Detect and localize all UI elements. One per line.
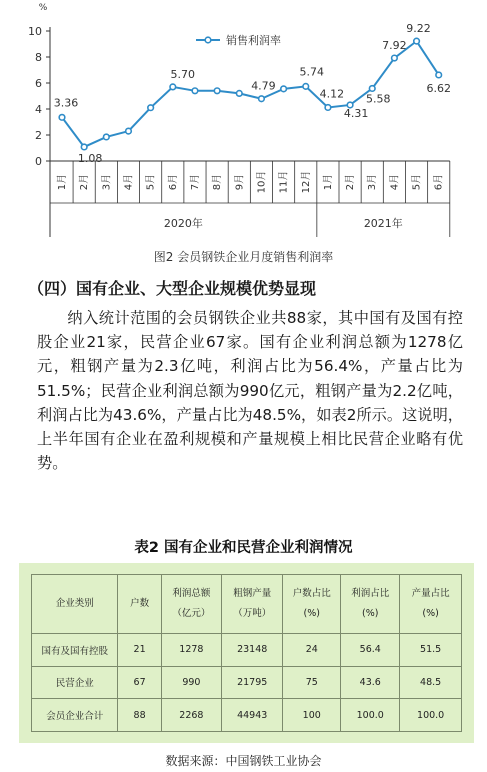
- table-row: [32, 634, 462, 667]
- data-point: [104, 134, 110, 140]
- table-cell: 44943: [222, 699, 283, 732]
- table-row: [32, 699, 462, 732]
- table-title: 表2 国有企业和民营企业利润情况: [134, 540, 353, 556]
- x-tick-label: 5月: [145, 173, 157, 191]
- data-point: [236, 91, 242, 97]
- data-label: 9.22: [406, 22, 431, 36]
- data-point: [170, 84, 176, 90]
- table-cell: 100: [283, 699, 341, 732]
- x-tick-label: 3月: [101, 173, 113, 191]
- table-cell: 51.5: [400, 634, 462, 667]
- x-tick-label: 4月: [123, 173, 135, 191]
- x-tick-label: 5月: [411, 173, 423, 191]
- table-cell: 21: [118, 634, 161, 667]
- line-chart: [0, 0, 487, 245]
- table-header-cell: [32, 575, 118, 634]
- data-point: [414, 38, 420, 44]
- data-label: 4.31: [343, 106, 369, 120]
- year-group-label: 2020年: [163, 217, 203, 230]
- data-label: 1.08: [77, 151, 103, 165]
- x-tick-label: 9月: [234, 173, 246, 191]
- data-label: 4.79: [251, 79, 276, 93]
- year-group-label: 2021年: [363, 217, 403, 230]
- y-tick-label: 2: [35, 129, 42, 142]
- data-point: [192, 88, 198, 94]
- x-tick-label: 2月: [79, 173, 91, 191]
- table-header-row: [32, 575, 462, 634]
- table-cell: 43.6: [341, 666, 400, 699]
- table-header-cell: [283, 575, 341, 634]
- table-row: [32, 666, 462, 699]
- data-point: [59, 115, 65, 121]
- data-point: [392, 55, 398, 61]
- table-cell: 100.0: [400, 699, 462, 732]
- table-header-cell: [400, 575, 462, 634]
- table-cell: 21795: [222, 666, 283, 699]
- x-tick-label: 2月: [345, 173, 357, 191]
- y-tick-label: 10: [28, 25, 42, 38]
- x-tick-label: 4月: [389, 173, 401, 191]
- table-cell: 民营企业: [32, 666, 118, 699]
- table-header-text: 利润占比: [351, 588, 390, 599]
- table-header-cell: [161, 575, 221, 634]
- x-tick-label: 3月: [367, 173, 379, 191]
- y-axis-unit: %: [38, 3, 48, 13]
- data-label: 5.70: [170, 67, 196, 81]
- data-point: [214, 88, 220, 94]
- data-point: [303, 84, 309, 90]
- data-point: [148, 105, 154, 111]
- data-point: [369, 86, 375, 92]
- x-tick-label: 10月: [256, 170, 268, 194]
- table-header-text: 户数占比: [292, 588, 331, 599]
- x-tick-label: 1月: [322, 173, 334, 191]
- table-header-text: 企业类别: [55, 598, 94, 609]
- table-header-text: 户数: [130, 598, 150, 609]
- x-tick-label: 11月: [278, 170, 290, 194]
- profit-table: [31, 574, 462, 732]
- data-label: 5.74: [299, 65, 325, 79]
- data-point: [81, 144, 87, 150]
- data-point: [281, 86, 287, 92]
- table-cell: 1278: [161, 634, 221, 667]
- data-point: [126, 128, 132, 134]
- data-point: [325, 105, 331, 111]
- body-paragraph: 纳入统计范围的会员钢铁企业共88家，其中国有及国有控股企业21家，民营企业67家。国有企业利润总额为1278亿元，粗钢产量为2.3亿吨，利润占比为56.4%，产量占比为51.5%；民营企业利润总额为990亿元，粗钢产量为2.2亿吨，利润占比为43.6%，产量占比为48.5%，如表2所示。这说明，上半年国有企业在盈利规模和产量规模上相比民营企业略有优势。: [37, 309, 463, 473]
- table-cell: 67: [118, 666, 161, 699]
- table-panel: [19, 563, 474, 743]
- table-header-text: (%): [422, 608, 439, 619]
- table-cell: 100.0: [341, 699, 400, 732]
- table-cell: 56.4: [341, 634, 400, 667]
- x-tick-label: 6月: [167, 173, 179, 191]
- y-tick-label: 6: [35, 77, 42, 90]
- table-cell: 2268: [161, 699, 221, 732]
- table-header-text: 产量占比: [411, 588, 450, 599]
- table-header-text: 粗钢产量: [233, 588, 272, 599]
- data-point: [436, 72, 442, 78]
- table-header-text: （亿元）: [172, 608, 211, 619]
- table-cell: 国有及国有控股: [32, 634, 118, 667]
- y-tick-label: 8: [35, 51, 42, 64]
- table-cell: 会员企业合计: [32, 699, 118, 732]
- table-cell: 48.5: [400, 666, 462, 699]
- x-tick-label: 7月: [189, 173, 201, 191]
- source-note: 数据来源：中国钢铁工业协会: [165, 754, 322, 768]
- data-point: [259, 96, 265, 102]
- data-label: 5.58: [365, 92, 391, 106]
- table-cell: 88: [118, 699, 161, 732]
- table-header-text: 利润总额: [172, 588, 211, 599]
- data-label: 6.62: [426, 81, 451, 95]
- y-tick-label: 0: [35, 155, 42, 168]
- table-header-text: (%): [303, 608, 320, 619]
- data-label: 4.12: [319, 87, 345, 101]
- legend-marker: [205, 37, 211, 43]
- table-header-cell: [341, 575, 400, 634]
- table-cell: 75: [283, 666, 341, 699]
- data-label: 7.92: [382, 39, 407, 53]
- data-label: 3.36: [53, 96, 79, 110]
- x-tick-label: 1月: [57, 173, 68, 191]
- x-tick-label: 6月: [433, 173, 445, 191]
- legend-label: 销售利润率: [226, 34, 281, 47]
- y-tick-label: 4: [35, 103, 42, 116]
- table-header-cell: [222, 575, 283, 634]
- table-header-cell: [118, 575, 161, 634]
- table-header-text: (%): [362, 608, 379, 619]
- table-header-text: （万吨）: [233, 608, 272, 619]
- x-tick-label: 8月: [212, 173, 224, 191]
- x-tick-label: 12月: [300, 170, 312, 194]
- figure-caption: 图2 会员钢铁企业月度销售利润率: [153, 250, 334, 264]
- table-cell: 24: [283, 634, 341, 667]
- section-title: （四）国有企业、大型企业规模优势显现: [28, 279, 317, 298]
- table-cell: 990: [161, 666, 221, 699]
- table-cell: 23148: [222, 634, 283, 667]
